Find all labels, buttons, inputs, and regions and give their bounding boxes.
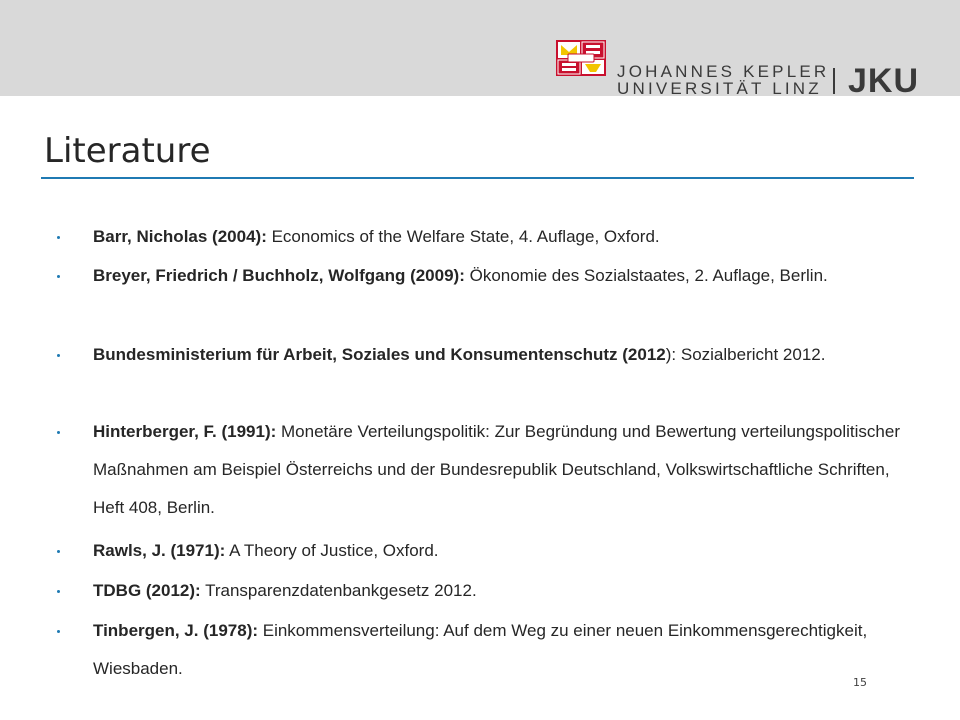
slide-title: Literature — [44, 131, 211, 171]
reference-author: Bundesministerium für Arbeit, Soziales und Konsumentenschutz (2012 — [93, 345, 666, 364]
reference-item — [93, 612, 923, 688]
logo-text-line1: JOHANNES KEPLER — [617, 62, 830, 81]
page-number: 15 — [853, 676, 867, 689]
reference-item — [93, 413, 923, 527]
bullet-icon — [57, 550, 60, 553]
reference-item — [93, 572, 923, 610]
reference-author: Hinterberger, F. (1991): — [93, 422, 277, 441]
logo-jku: JKU — [848, 62, 920, 100]
reference-detail: A Theory of Justice, Oxford. — [225, 541, 439, 560]
reference-item — [93, 257, 923, 295]
reference-item — [93, 218, 923, 256]
reference-author: Breyer, Friedrich / Buchholz, Wolfgang (2009): — [93, 266, 465, 285]
reference-detail: Einkommensverteilung: Auf dem Weg zu einer neuen Einkommensgerechtigkeit, Wiesbaden. — [93, 621, 868, 678]
reference-detail: Economics of the Welfare State, 4. Auflage, Oxford. — [266, 227, 660, 246]
reference-author: TDBG (2012): — [93, 581, 201, 600]
reference-item — [93, 532, 923, 570]
bullet-icon — [57, 431, 60, 434]
bullet-icon — [57, 630, 60, 633]
reference-detail: Transparenzdatenbankgesetz 2012. — [200, 581, 477, 600]
reference-detail: Monetäre Verteilungspolitik: Zur Begründung und Bewertung verteilungspolitischer Maßnahmen am Beispiel Österreichs und der Bundesrepublik Deutschland, Volkswirtschaftliche Schriften, Heft 408, Berlin. — [93, 422, 900, 517]
reference-author: Tinbergen, J. (1978): — [93, 621, 259, 640]
reference-detail: Ökonomie des Sozialstaates, 2. Auflage, Berlin. — [464, 266, 828, 285]
bullet-icon — [57, 275, 60, 278]
bullet-icon — [57, 236, 60, 239]
logo-text-line2: UNIVERSITÄT LINZ — [617, 79, 822, 98]
reference-author: Barr, Nicholas (2004): — [93, 227, 267, 246]
bullet-icon — [57, 354, 60, 357]
reference-detail: ): Sozialbericht 2012. — [665, 345, 826, 364]
reference-item — [93, 336, 923, 374]
bullet-icon — [57, 590, 60, 593]
reference-author: Rawls, J. (1971): — [93, 541, 226, 560]
